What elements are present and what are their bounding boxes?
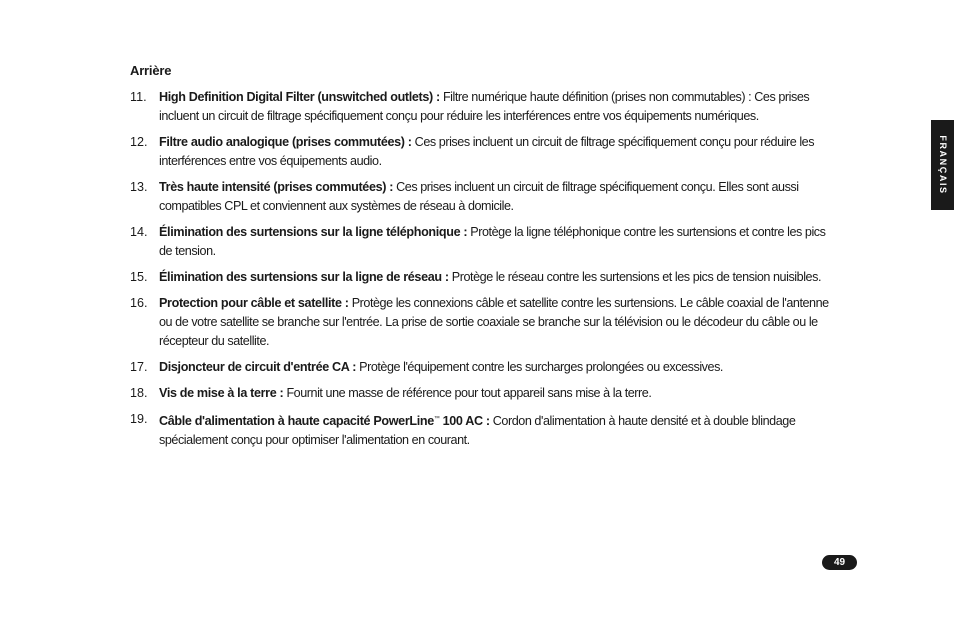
item-number: 18. [130,386,148,400]
item-text: Protège l'équipement contre les surcharges prolongées ou excessives. [356,360,723,374]
item-text: Protège le réseau contre les surtensions et les pics de tension nuisibles. [448,270,822,284]
item-title-suffix: 100 AC : [439,414,490,429]
item-body [159,133,830,171]
item-body [159,358,830,377]
item-text: Ces prises incluent un circuit de filtrage spécifiquement conçu pour réduire les interférences entre vos équipements audio. [159,135,815,168]
item-text: Protège les connexions câble et satellite contre les surtensions. Le câble coaxial de l'antenne ou de votre satellite se branche sur l'entrée. La prise de sortie coaxiale se branche sur la télévision ou le décodeur du câble ou le récepteur du satellite. [159,296,829,348]
list-item [130,268,830,287]
item-body [159,410,830,450]
list-item [130,178,830,216]
item-body [159,294,830,351]
item-text: Cordon d'alimentation à haute densité et à double blindage spécialement conçu pour optimiser l'alimentation en courant. [159,414,796,448]
item-number: 11. [130,90,147,104]
list-item [130,88,830,126]
item-body [159,268,830,287]
item-title: Très haute intensité (prises commutées) : [159,180,394,194]
item-number: 15. [130,270,148,284]
trademark-symbol: ™ [433,416,440,422]
list-item [130,294,830,351]
item-body [159,223,830,261]
language-tab [931,120,954,210]
item-text: Filtre numérique haute définition (prises non commutables) : Ces prises incluent un circuit de filtrage spécifiquement conçu pour réduire les interférences entre vos équipements numériques. [159,90,810,123]
section-heading: Arrière [130,63,172,78]
item-number: 14. [130,225,148,239]
item-body [159,88,830,126]
item-title: Disjoncteur de circuit d'entrée CA : [159,360,357,374]
item-number: 12. [130,135,148,149]
item-title: High Definition Digital Filter (unswitched outlets) : [159,90,440,104]
item-body [159,178,830,216]
item-title: Filtre audio analogique (prises commutées) : [159,135,412,149]
feature-list [130,88,830,457]
list-item [130,358,830,377]
item-text: Ces prises incluent un circuit de filtrage spécifiquement conçu. Elles sont aussi compatibles CPL et conviennent aux systèmes de réseau à domicile. [159,180,799,213]
list-item [130,384,830,403]
item-title: Élimination des surtensions sur la ligne de réseau : [159,270,449,284]
item-number: 13. [130,180,148,194]
item-title: Vis de mise à la terre : [159,386,284,400]
list-item [130,223,830,261]
item-title: Câble d'alimentation à haute capacité PowerLine [159,414,434,429]
page-number-badge: 49 [822,555,857,570]
item-number: 19. [130,412,148,426]
item-number: 16. [130,296,148,310]
list-item [130,410,830,450]
item-number: 17. [130,360,148,374]
item-title: Protection pour câble et satellite : [159,296,349,310]
item-text: Protège la ligne téléphonique contre les surtensions et contre les pics de tension. [159,225,826,258]
language-tab-label: FRANÇAIS [937,135,948,195]
item-title: Élimination des surtensions sur la ligne téléphonique : [159,225,468,239]
list-item [130,133,830,171]
item-text: Fournit une masse de référence pour tout appareil sans mise à la terre. [283,386,652,400]
item-body [159,384,830,403]
